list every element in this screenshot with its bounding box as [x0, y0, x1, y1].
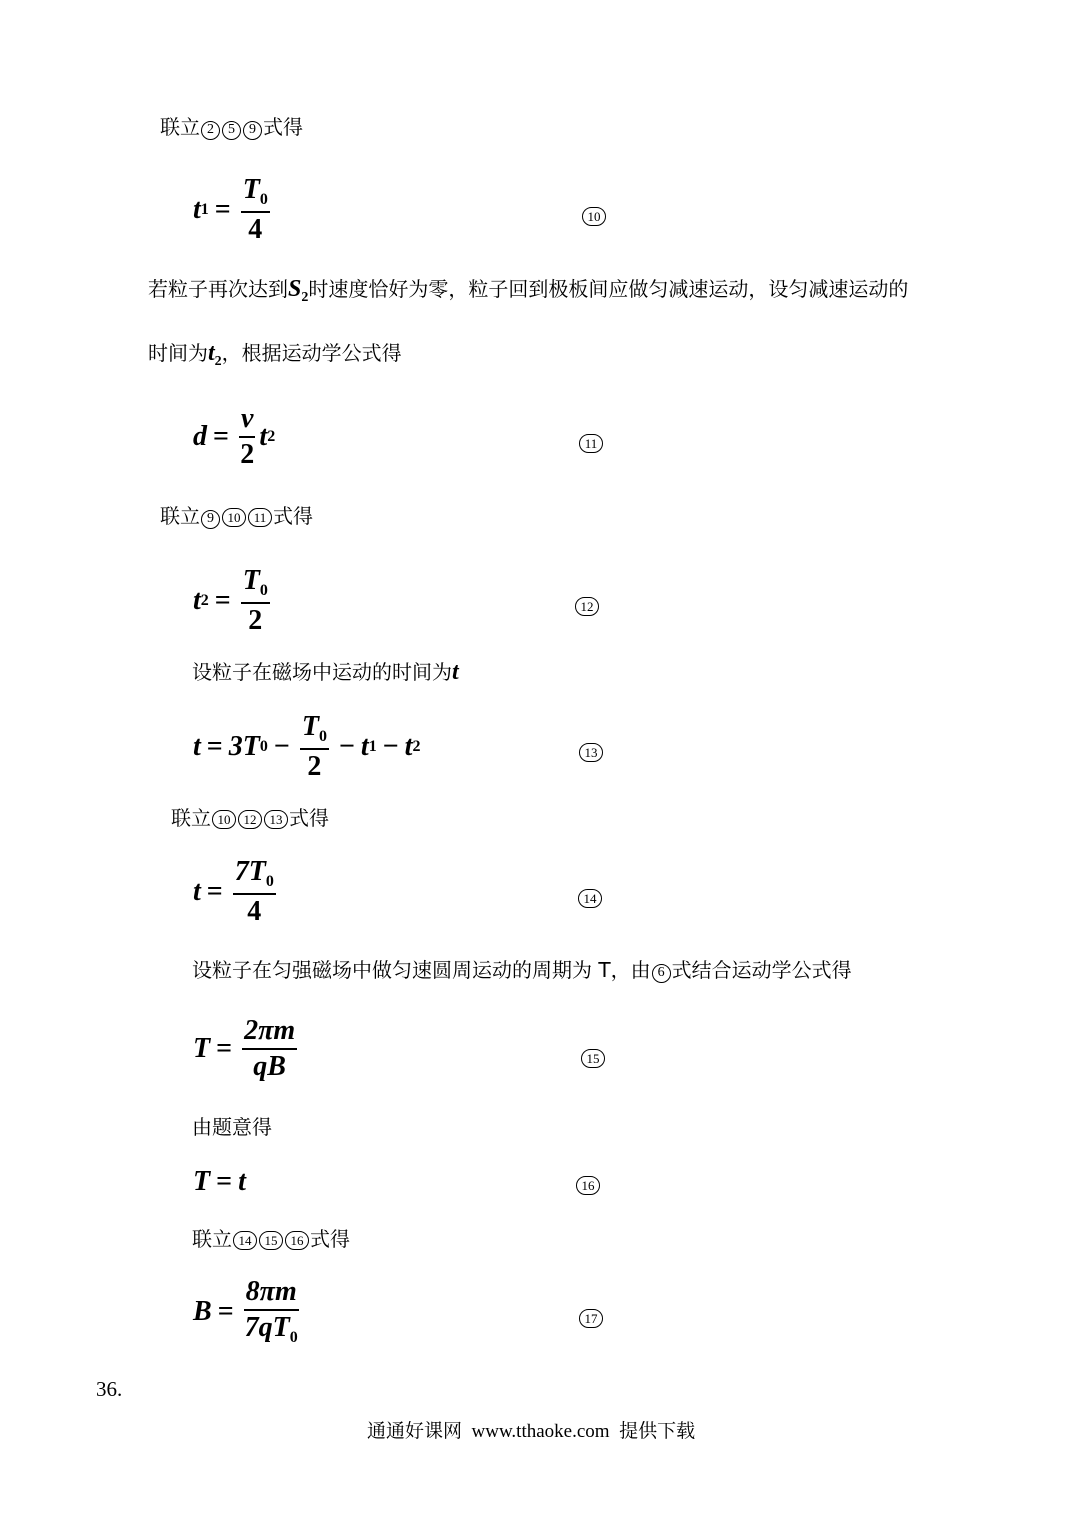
eq11-rhs: t [259, 421, 268, 452]
combine-suffix: 式得 [273, 504, 313, 528]
eq13-term-a: 3T [228, 731, 260, 762]
eq17-lhs: B [193, 1296, 212, 1327]
eq13-lhs: t [193, 731, 201, 762]
eq14-numerator-sub: 0 [265, 873, 274, 890]
tag-14: 14 [578, 889, 602, 908]
eq17-denominator-sub: 0 [289, 1329, 298, 1346]
ref-16: 16 [285, 1231, 309, 1250]
reach-text-rest: 时速度恰好为零，粒子回到极板间应做匀减速运动，设匀减速运动的 [308, 277, 909, 301]
eq12-numerator-sub: 0 [259, 582, 268, 599]
footer-text: 通通好课网 www.tthaoke.com 提供下载 [367, 1421, 696, 1442]
eq12-denominator: 2 [248, 605, 263, 636]
eq13-term-a-sub: 0 [259, 738, 268, 755]
eq13-minus-2: − [338, 731, 355, 762]
period-text: 设粒子在匀强磁场中做匀速圆周运动的周期为 T，由 [192, 958, 651, 982]
equation-15 [193, 1017, 301, 1081]
eq12-lhs-sub: 2 [200, 592, 209, 609]
tag-16: 16 [576, 1176, 600, 1195]
eq13-term-b: t [360, 731, 369, 762]
eq10-numerator: T [242, 174, 260, 205]
eq-tag-10 [581, 207, 607, 226]
question-number [96, 1376, 122, 1402]
eq17-equals: = [217, 1296, 234, 1327]
eq12-fraction [241, 567, 270, 635]
page-footer [367, 1416, 695, 1443]
eq11-fraction [239, 405, 255, 469]
question-number-text: 36. [96, 1377, 123, 1401]
eq-tag-11 [578, 434, 604, 453]
time-text: 时间为 [148, 341, 208, 365]
eq10-fraction [241, 176, 270, 244]
equation-17 [193, 1278, 303, 1346]
ref-6: 6 [652, 964, 671, 983]
eq-tag-13 [578, 743, 604, 762]
given-text: 由题意得 [192, 1115, 272, 1139]
equation-11 [193, 405, 275, 469]
eq17-fraction [244, 1278, 299, 1346]
eq14-equals: = [206, 876, 223, 907]
ref-5: 5 [222, 121, 241, 140]
eq13-denominator: 2 [307, 751, 322, 782]
ref-10: 10 [212, 810, 236, 829]
eq12-numerator: T [242, 565, 260, 596]
tag-10: 10 [582, 207, 606, 226]
var-S-sub: 2 [301, 290, 309, 305]
eq13-fraction [300, 713, 329, 781]
eq13-numerator: T [301, 711, 319, 742]
eq14-denominator: 4 [247, 896, 262, 927]
equation-14 [193, 858, 280, 926]
eq11-lhs: d [193, 421, 207, 452]
combine-suffix: 式得 [289, 806, 329, 830]
tag-15: 15 [581, 1049, 605, 1068]
ref-13: 13 [264, 810, 288, 829]
combine-label: 联立 [171, 806, 211, 830]
combine-label: 联立 [192, 1227, 232, 1251]
eq-tag-12 [574, 597, 600, 616]
ref-10: 10 [222, 508, 246, 527]
combine-label: 联立 [160, 115, 200, 139]
ref-9: 9 [243, 121, 262, 140]
text-line-combine-2-5-9 [160, 114, 303, 140]
ref-11: 11 [248, 508, 272, 527]
eq13-equals: = [206, 731, 223, 762]
eq14-fraction [233, 858, 276, 926]
ref-15: 15 [259, 1231, 283, 1250]
eq14-lhs: t [193, 876, 201, 907]
eq10-lhs: t [193, 194, 201, 225]
ref-14: 14 [233, 1231, 257, 1250]
var-S: S [288, 276, 302, 302]
eq10-denominator: 4 [248, 214, 263, 245]
tag-17: 17 [579, 1309, 603, 1328]
tag-13: 13 [579, 743, 603, 762]
period-text-rest: 式结合运动学公式得 [671, 958, 852, 982]
eq14-numerator: 7T [234, 856, 266, 887]
eq10-equals: = [214, 194, 231, 225]
equation-10 [193, 176, 274, 244]
equation-12 [193, 567, 274, 635]
eq13-term-c: t [404, 731, 413, 762]
equation-13 [193, 713, 420, 781]
eq11-rhs-sub: 2 [267, 428, 276, 445]
eq12-lhs: t [193, 585, 201, 616]
tag-11: 11 [579, 434, 603, 453]
eq10-lhs-sub: 1 [200, 201, 209, 218]
time-text-rest: ，根据运动学公式得 [221, 341, 402, 365]
eq13-term-b-sub: 1 [368, 738, 377, 755]
eq11-equals: = [213, 421, 229, 452]
eq13-minus-3: − [382, 731, 399, 762]
text-line-reach-s2 [148, 276, 908, 311]
combine-label: 联立 [160, 504, 200, 528]
text-line-time-t2 [148, 340, 402, 375]
eq15-equals: = [216, 1033, 233, 1064]
combine-suffix: 式得 [263, 115, 303, 139]
eq13-numerator-sub: 0 [318, 728, 327, 745]
eq17-numerator: 8πm [244, 1278, 299, 1311]
eq13-term-c-sub: 2 [412, 738, 421, 755]
eq11-numerator: v [239, 405, 255, 438]
text-line-combine-9-10-11 [160, 503, 313, 529]
equation-16 [193, 1168, 246, 1196]
text-line-time-in-field [192, 659, 459, 685]
ref-12: 12 [238, 810, 262, 829]
ref-2: 2 [201, 121, 220, 140]
eq-tag-17 [578, 1309, 604, 1328]
eq11-denominator: 2 [240, 439, 255, 470]
eq16-equals: = [216, 1166, 233, 1197]
eq15-fraction [242, 1017, 297, 1081]
reach-text: 若粒子再次达到 [148, 277, 288, 301]
eq16-lhs: T [193, 1166, 211, 1197]
eq-tag-16 [575, 1176, 601, 1195]
eq13-minus-1: − [273, 731, 290, 762]
eq-tag-15 [580, 1049, 606, 1068]
text-line-given [192, 1114, 272, 1140]
field-time-text: 设粒子在磁场中运动的时间为 [192, 660, 452, 684]
eq17-denominator: 7qT [244, 1312, 290, 1343]
combine-suffix: 式得 [310, 1227, 350, 1251]
tag-12: 12 [575, 597, 599, 616]
eq15-numerator: 2πm [242, 1017, 297, 1050]
eq10-numerator-sub: 0 [259, 191, 268, 208]
eq15-denominator: qB [253, 1051, 286, 1082]
eq15-lhs: T [193, 1033, 211, 1064]
text-line-combine-14-15-16 [192, 1226, 350, 1252]
eq16-rhs: t [238, 1166, 246, 1197]
eq-tag-14 [577, 889, 603, 908]
eq12-equals: = [214, 585, 231, 616]
var-t-sub: 2 [214, 354, 222, 369]
text-line-period [192, 957, 852, 983]
text-line-combine-10-12-13 [171, 805, 329, 831]
ref-9: 9 [201, 510, 220, 529]
var-t: t [452, 659, 459, 685]
var-t: t [208, 340, 215, 366]
